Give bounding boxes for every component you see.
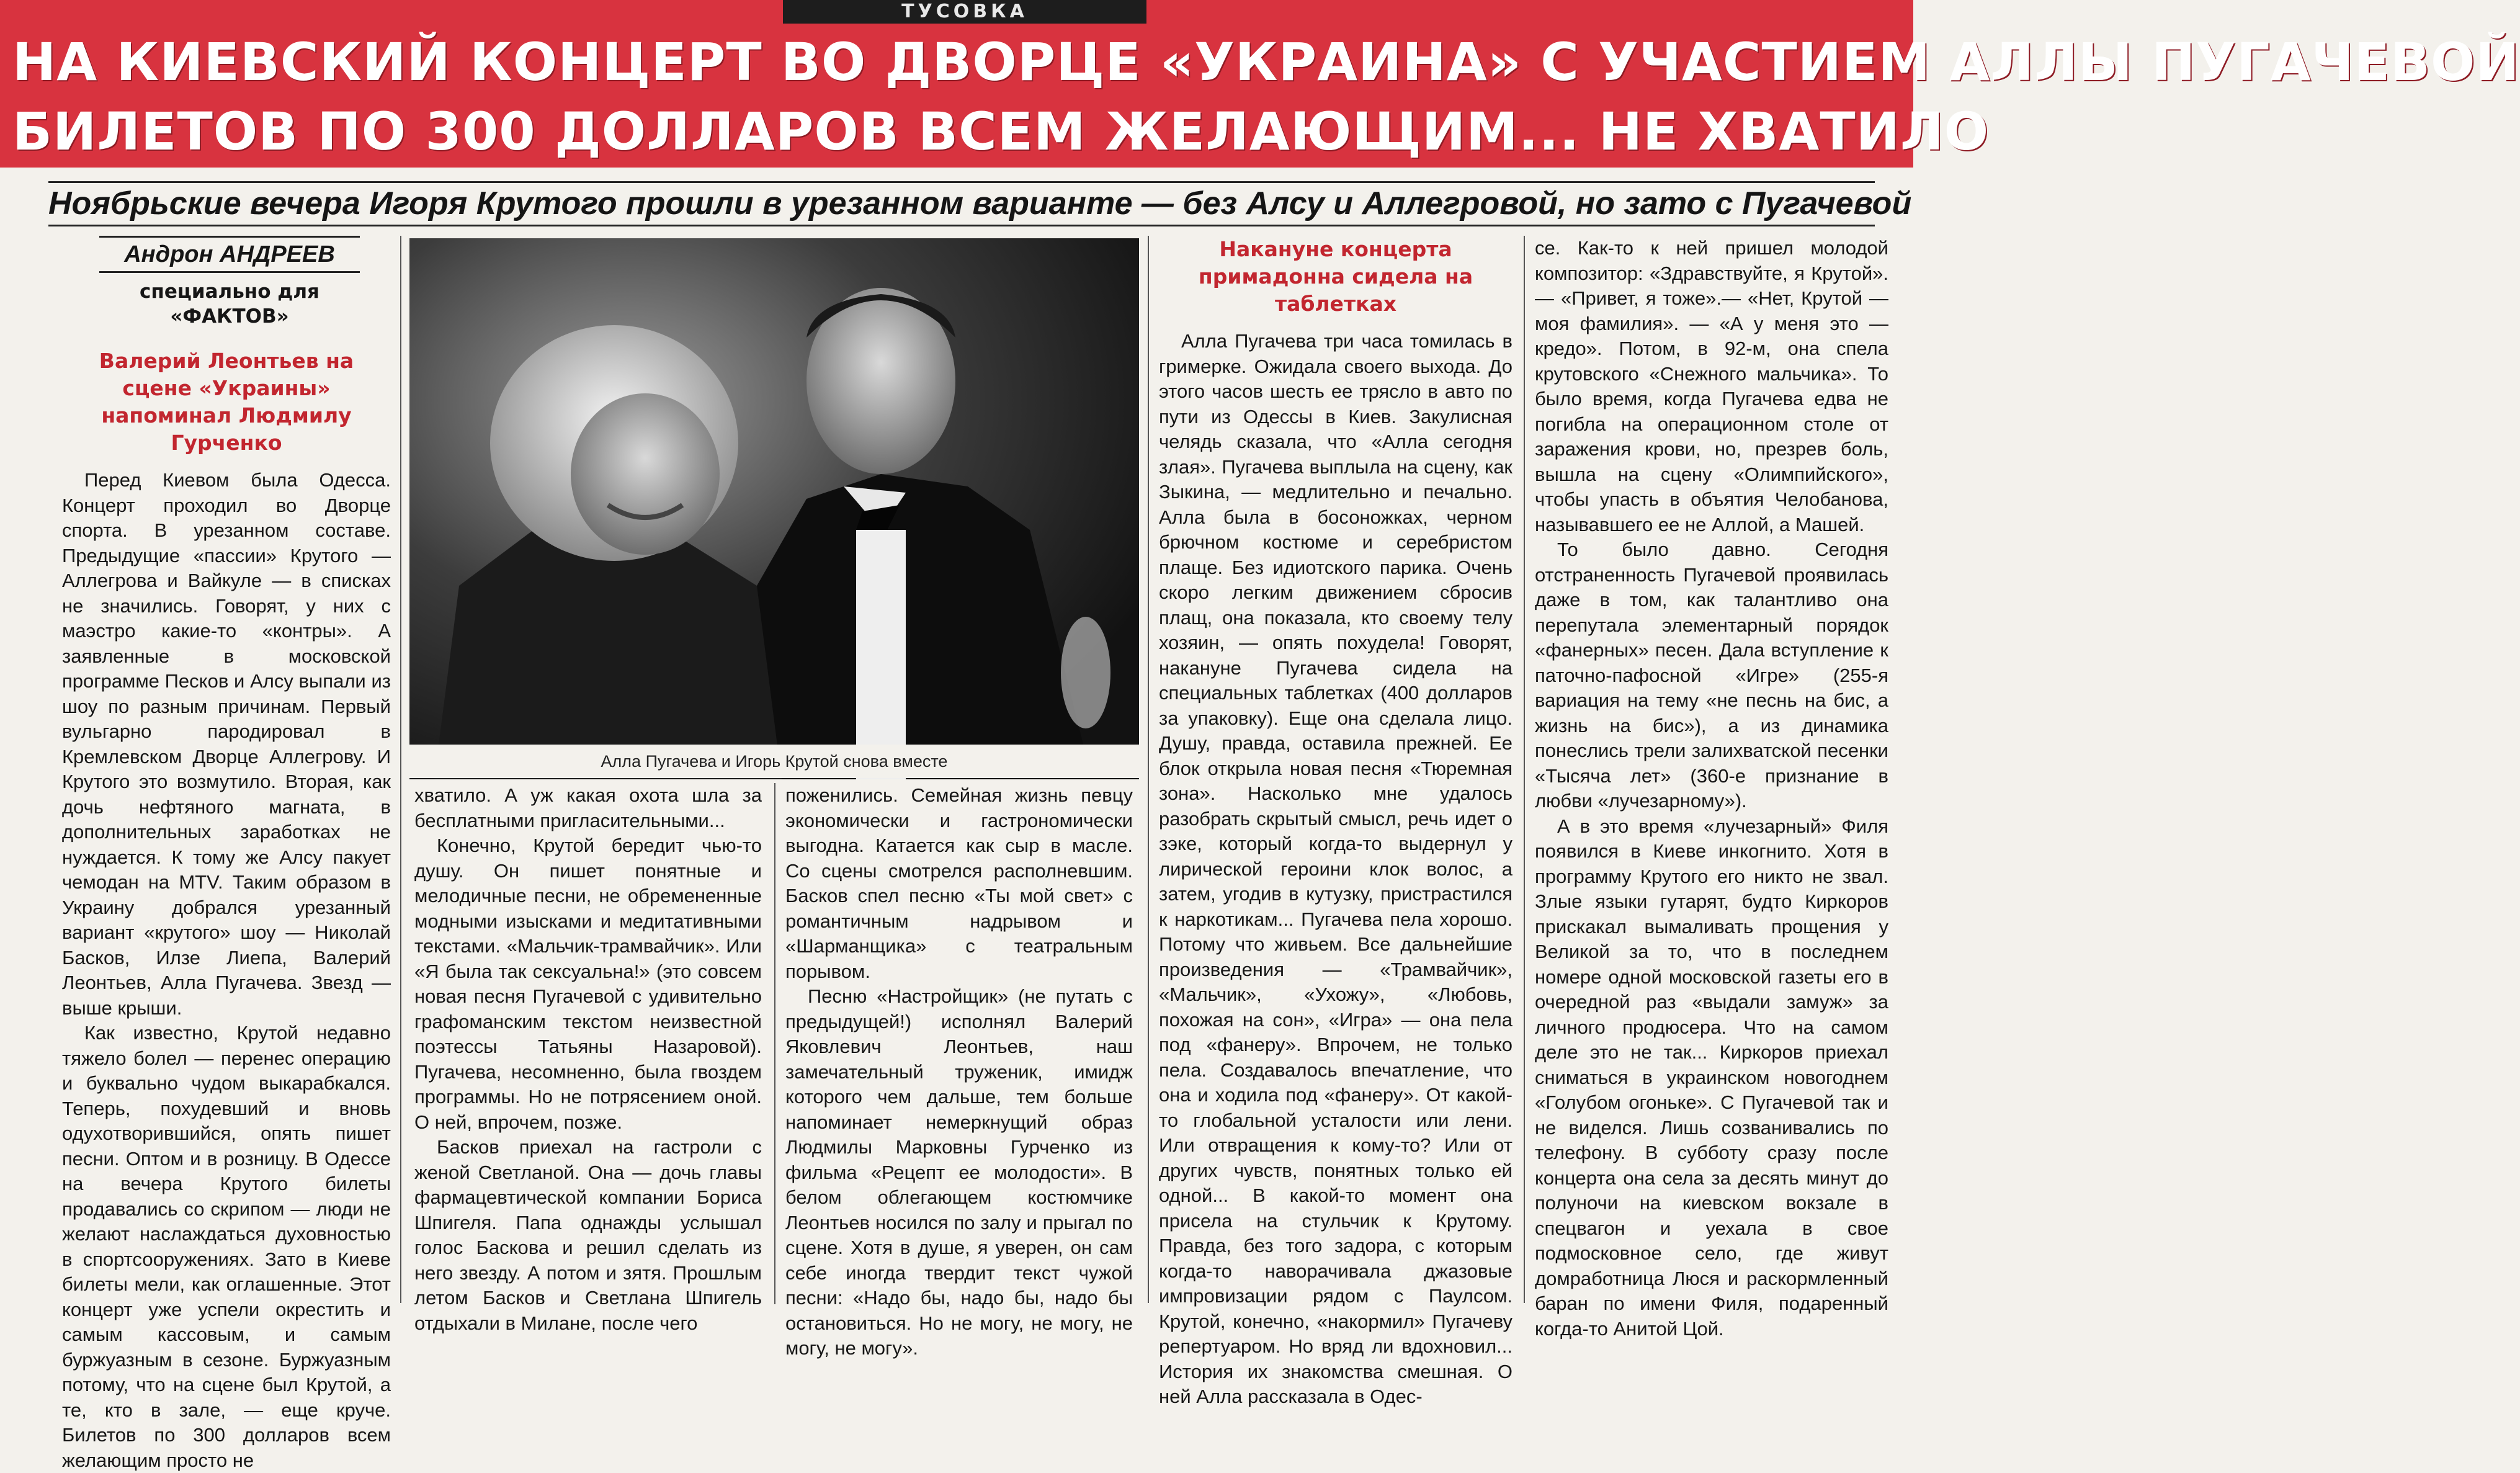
- article-paragraph: се. Как-то к ней пришел молодой композитор: «Здравствуйте, я Крутой». — «Привет, я тоже».— «Нет, Крутой — моя фамилия». — «А у меня это — кредо». Потом, в 92-м, она спела крутовского «Снежного мальчика». То было время, когда Пугачева едва не погибла на операционном столе от заражения крови, но, презрев боль, вышла на сцену «Олимпийского», чтобы упасть в объятия Челобанова, называвшего ее не Аллой, а Машей.: [1535, 237, 1888, 535]
- article-paragraph: Песню «Настройщик» (не путать с предыдущей!) исполнял Валерий Яковлевич Леонтьев, наш замечательный труженик, имидж которого чем дальше, тем больше напоминает немеркнущий образ Людмилы Марковны Гурченко из фильма «Рецепт ее молодости». В белом облегающем костюмчике Леонтьев носился по залу и прыгал по сцене. Хотя в душе, я уверен, он сам себе иногда твердит текст чужой песни: «Надо бы, надо бы, надо бы остановиться. Но не могу, не могу, не могу, не могу».: [785, 985, 1133, 1359]
- author-byline: Андрон АНДРЕЕВ: [99, 236, 360, 273]
- column-rule: [1148, 236, 1149, 1303]
- subheadline: Ноябрьские вечера Игоря Крутого прошли в урезанном варианте — без Алсу и Аллегровой, но зато с Пугачевой: [48, 186, 1912, 222]
- article-paragraph: Конечно, Крутой бередит чью-то душу. Он пишет понятные и мелодичные песни, не обремененные модными изысками и медитативными текстами. «Мальчик-трамвайчик». Или «Я была так сексуальна!» (это совсем новая песня Пугачевой с удивительно графоманским текстом неизвестной поэтессы Татьяны Назаровой). Пугачева, несомненно, была гвоздем программы. Но не потрясением оной. О ней, впрочем, позже.: [414, 835, 762, 1133]
- section-subhead: Валерий Леонтьев на сцене «Украины» напоминал Людмилу Гурченко: [99, 349, 354, 455]
- divider: [48, 225, 1875, 226]
- column-rule: [774, 783, 775, 1304]
- article-paragraph: Алла Пугачева три часа томилась в гримерке. Ожидала своего выхода. До этого часов шесть ее трясло в авто по пути из Одессы в Киев. Закулисная челядь сказала, что «Алла сегодня злая». Пугачева выплыла на сцену, как Зыкина, — медлительно и печально. Алла была в босоножках, черном брючном костюме и серебристом плаще. Без идиотского парика. Очень скоро легким движением сбросив плащ, она показала, кто своему телу хозяин, — опять похудела! Говорят, накануне Пугачева сидела на специальных таблетках (400 долларов за упаковку). Еще она сделала лицо. Душу, правда, оставила прежней. Ее блок открыла новая песня «Тюремная зона». Насколько мне удалось разобрать скрытый смысл, речь идет о зэке, который когда-то выдернул у лирической героини клок волос, а затем, угодив в кутузку, пристрастился к наркотикам... Пугачева пела хорошо. Потому что живьем. Все дальнейшие произведения — «Трамвайчик», «Мальчик», «Ухожу», «Любовь, похожая на сон», «Игра» — она пела под «фанеру». Впрочем, не только пела. Создавалось впечатление, что она и ходила под «фанеру». От какой-то глобальной усталости или лени. Или отвращения к кому-то? Или от других чувств, понятных только ей одной... В какой-то момент она присела на стульчик к Крутому. Правда, без того задора, с которым когда-то наворачивала джазовые импровизации рядом с Паулсом. Крутой, конечно, «накормил» Пугачеву репертуаром. Но вряд ли вдохновил... История их знакомства смешная. О ней Алла рассказала в Одес-: [1159, 330, 1512, 1407]
- article-column-2: [414, 783, 762, 1336]
- article-column-1: [62, 236, 391, 1473]
- article-paragraph: То было давно. Сегодня отстраненность Пугачевой проявилась даже в том, как талантливо она перепутала элементарный порядок «фанерных» песен. Дала вступление к паточно-пафосной «Игре» (255-я вариация на тему «не песнь на бис, а жизнь на бис»), а из динамика понеслись трели залихватской песенки «Тысяча лет» (360-е признание в любви «лучезарному»).: [1535, 539, 1888, 812]
- section-subhead: Накануне концерта примадонна сидела на таблетках: [1198, 237, 1473, 316]
- article-paragraph: поженились. Семейная жизнь певцу экономически и гастрономически выгодна. Катается как сыр в масле. Со сцены смотрелся располневшим. Басков спел песню «Ты мой свет» с романтичным надрывом и «Шарманщика» с театральным порывом.: [785, 784, 1133, 982]
- column-rule: [400, 236, 401, 1303]
- article-paragraph: А в это время «лучезарный» Филя появился в Киеве инкогнито. Хотя в программу Крутого его никто не звал. Злые языки гутарят, будто Киркоров прискакал вымаливать прощения у Великой за то, что в последнем номере одной московской газеты его в очередной раз «выдали замуж» за личного продюсера. Что на самом деле это не так... Киркоров приехал сниматься в украинском новогоднем «Голубом огоньке». С Пугачевой так и не виделся. Лишь созванивались по телефону. В субботу сразу после концерта она села за десять минут до полуночи на киевском вокзале в спецвагон и уехала в свое подмосковное село, где живут домработница Люся и раскормленный баран по имени Филя, подаренный когда-то Анитой Цой.: [1535, 815, 1888, 1340]
- headline-line-2: БИЛЕТОВ ПО 300 ДОЛЛАРОВ ВСЕМ ЖЕЛАЮЩИМ... НЕ ХВАТИЛО: [12, 101, 1990, 162]
- byline-role-line: «ФАКТОВ»: [170, 305, 289, 328]
- article-paragraph: Перед Киевом была Одесса. Концерт проходил во Дворце спорта. В урезанном составе. Предыдущие «пассии» Крутого — Аллегрова и Вайкуле — в списках не значились. Говорят, у них с маэстро какие-то «контры». А заявленные в московской программе Песков и Алсу выпали из шоу по разным причинам. Первый вульгарно пародировал в Кремлевском Дворце Аллегрову. И Крутого это возмутило. Вторая, как дочь нефтяного магната, в дополнительных заработках не нуждается. К тому же Алсу пакует чемодан на MTV. Таким образом в Украину добрался урезанный вариант «крутого» шоу — Николай Басков, Илзе Лиепа, Валерий Леонтьев, Алла Пугачева. Звезд — выше крыши.: [62, 469, 391, 1019]
- headline-line-1: НА КИЕВСКИЙ КОНЦЕРТ ВО ДВОРЦЕ «УКРАИНА» С УЧАСТИЕМ АЛЛЫ ПУГАЧЕВОЙ: [12, 32, 2520, 92]
- article-photo: [409, 238, 1139, 779]
- article-column-3: [785, 783, 1133, 1361]
- article-column-4: [1159, 236, 1512, 1410]
- photo-caption: Алла Пугачева и Игорь Крутой снова вместе: [409, 745, 1139, 778]
- column-rule: [1524, 236, 1525, 1303]
- section-rubric: ТУСОВКА: [783, 0, 1146, 24]
- article-column-5: [1535, 236, 1888, 1341]
- article-paragraph: Как известно, Крутой недавно тяжело болел — перенес операцию и буквально чудом выкарабкался. Теперь, похудевший и вновь одухотворившийся, опять пишет песни. Оптом и в розницу. В Одессе на вечера Крутого билеты продавались со скрипом — люди не желают наслаждаться духовностью в спортсооружениях. Зато в Киеве билеты мели, как оглашенные. Этот концерт уже успели окрестить и самым кассовым, и самым буржуазным в сезоне. Буржуазным потому, что на сцене был Крутой, а те, кто в зале, — еще круче. Билетов по 300 долларов всем желающим просто не: [62, 1022, 391, 1471]
- divider: [48, 181, 1875, 183]
- byline-role-line: специально для: [140, 280, 319, 303]
- article-paragraph: хватило. А уж какая охота шла за бесплатными пригласительными...: [414, 784, 762, 831]
- photo-image: [409, 238, 1139, 779]
- article-paragraph: Басков приехал на гастроли с женой Светланой. Она — дочь главы фармацевтической компании Бориса Шпигеля. Папа однажды услышал голос Баскова и решил сделать из него звезду. А потом и зятя. Прошлым летом Басков и Светлана Шпигель отдыхали в Милане, после чего: [414, 1136, 762, 1334]
- byline-role: [99, 279, 360, 329]
- main-headline: [12, 27, 2520, 166]
